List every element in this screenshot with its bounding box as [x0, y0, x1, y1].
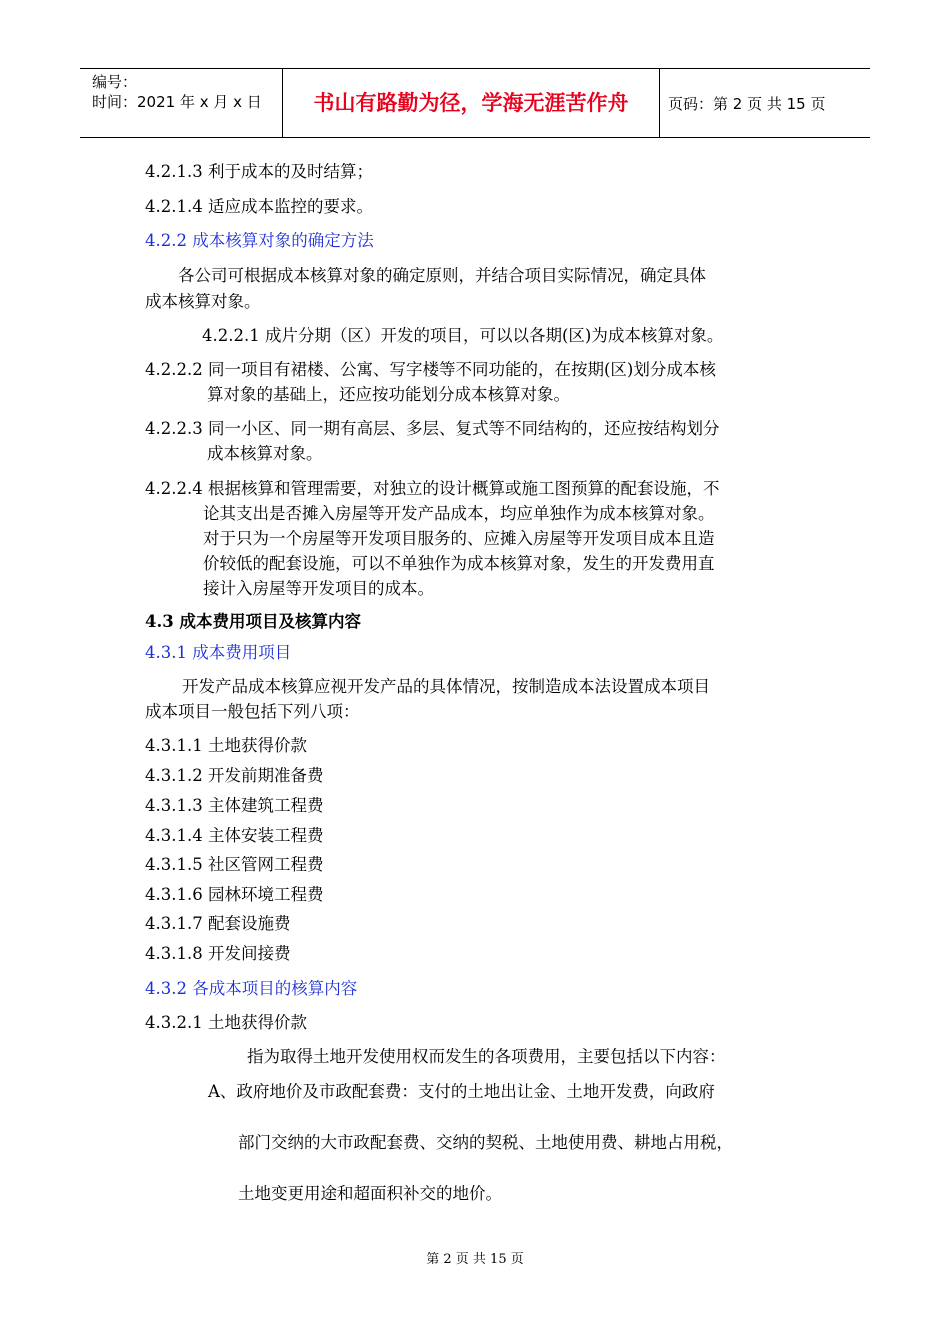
- paragraph-line: 各公司可根据成本核算对象的确定原则，并结合项目实际情况，确定具体: [178, 266, 706, 285]
- section-heading: 4.3.1 成本费用项目: [145, 643, 292, 662]
- list-item: 4.3.2.1 土地获得价款: [145, 1013, 307, 1032]
- paragraph-line: 开发产品成本核算应视开发产品的具体情况，按制造成本法设置成本项目: [182, 677, 710, 696]
- list-item: 4.3.1.5 社区管网工程费: [145, 855, 324, 874]
- page-footer: 第 2 页 共 15 页: [426, 1252, 524, 1267]
- document-number: 编号：: [92, 73, 138, 91]
- list-item: 4.2.1.3 利于成本的及时结算；: [145, 162, 373, 181]
- paragraph-line: A、政府地价及市政配套费：支付的土地出让金、土地开发费，向政府: [208, 1082, 715, 1101]
- list-item: 4.2.2.3 同一小区、同一期有高层、多层、复式等不同结构的，还应按结构划分: [145, 419, 720, 438]
- list-item: 4.2.2.4 根据核算和管理需要，对独立的设计概算或施工图预算的配套设施，不: [145, 479, 720, 498]
- paragraph-line: 算对象的基础上，还应按功能划分成本核算对象。: [207, 385, 570, 404]
- header-page-info: 页码：第 2 页 共 15 页: [668, 95, 826, 113]
- list-item: 4.3.1.8 开发间接费: [145, 944, 291, 963]
- section-heading: 4.2.2 成本核算对象的确定方法: [145, 231, 374, 250]
- paragraph-line: 对于只为一个房屋等开发项目服务的、应摊入房屋等开发项目成本且造: [203, 529, 715, 548]
- page-header: [80, 68, 870, 138]
- list-item: 4.3.1.3 主体建筑工程费: [145, 796, 324, 815]
- list-item: 4.3.1.7 配套设施费: [145, 914, 291, 933]
- section-heading: 4.3.2 各成本项目的核算内容: [145, 979, 358, 998]
- paragraph-line: 价较低的配套设施，可以不单独作为成本核算对象，发生的开发费用直: [203, 554, 715, 573]
- paragraph-line: 部门交纳的大市政配套费、交纳的契税、土地使用费、耕地占用税，: [238, 1133, 733, 1152]
- paragraph-line: 论其支出是否摊入房屋等开发产品成本，均应单独作为成本核算对象。: [203, 504, 715, 523]
- header-meta: [80, 69, 283, 137]
- document-time: 时间：2021 年 x 月 x 日: [92, 93, 262, 111]
- list-item: 4.3.1.1 土地获得价款: [145, 736, 307, 755]
- paragraph-line: 土地变更用途和超面积补交的地价。: [238, 1184, 502, 1203]
- paragraph-line: 成本核算对象。: [145, 292, 261, 311]
- paragraph-line: 成本核算对象。: [207, 444, 323, 463]
- list-item: 4.3.1.2 开发前期准备费: [145, 766, 324, 785]
- paragraph-line: 成本项目一般包括下列八项：: [145, 702, 360, 721]
- section-heading: 4.3 成本费用项目及核算内容: [145, 612, 361, 631]
- list-item: 4.2.2.1 成片分期（区）开发的项目，可以以各期(区)为成本核算对象。: [202, 326, 724, 345]
- list-item: 4.3.1.6 园林环境工程费: [145, 885, 324, 904]
- list-item: 4.2.1.4 适应成本监控的要求。: [145, 197, 373, 216]
- paragraph-line: 指为取得土地开发使用权而发生的各项费用，主要包括以下内容：: [247, 1047, 726, 1066]
- header-motto: 书山有路勤为径，学海无涯苦作舟: [283, 69, 660, 137]
- paragraph-line: 接计入房屋等开发项目的成本。: [203, 579, 434, 598]
- list-item: 4.2.2.2 同一项目有裙楼、公寓、写字楼等不同功能的，在按期(区)划分成本核: [145, 360, 716, 379]
- list-item: 4.3.1.4 主体安装工程费: [145, 826, 324, 845]
